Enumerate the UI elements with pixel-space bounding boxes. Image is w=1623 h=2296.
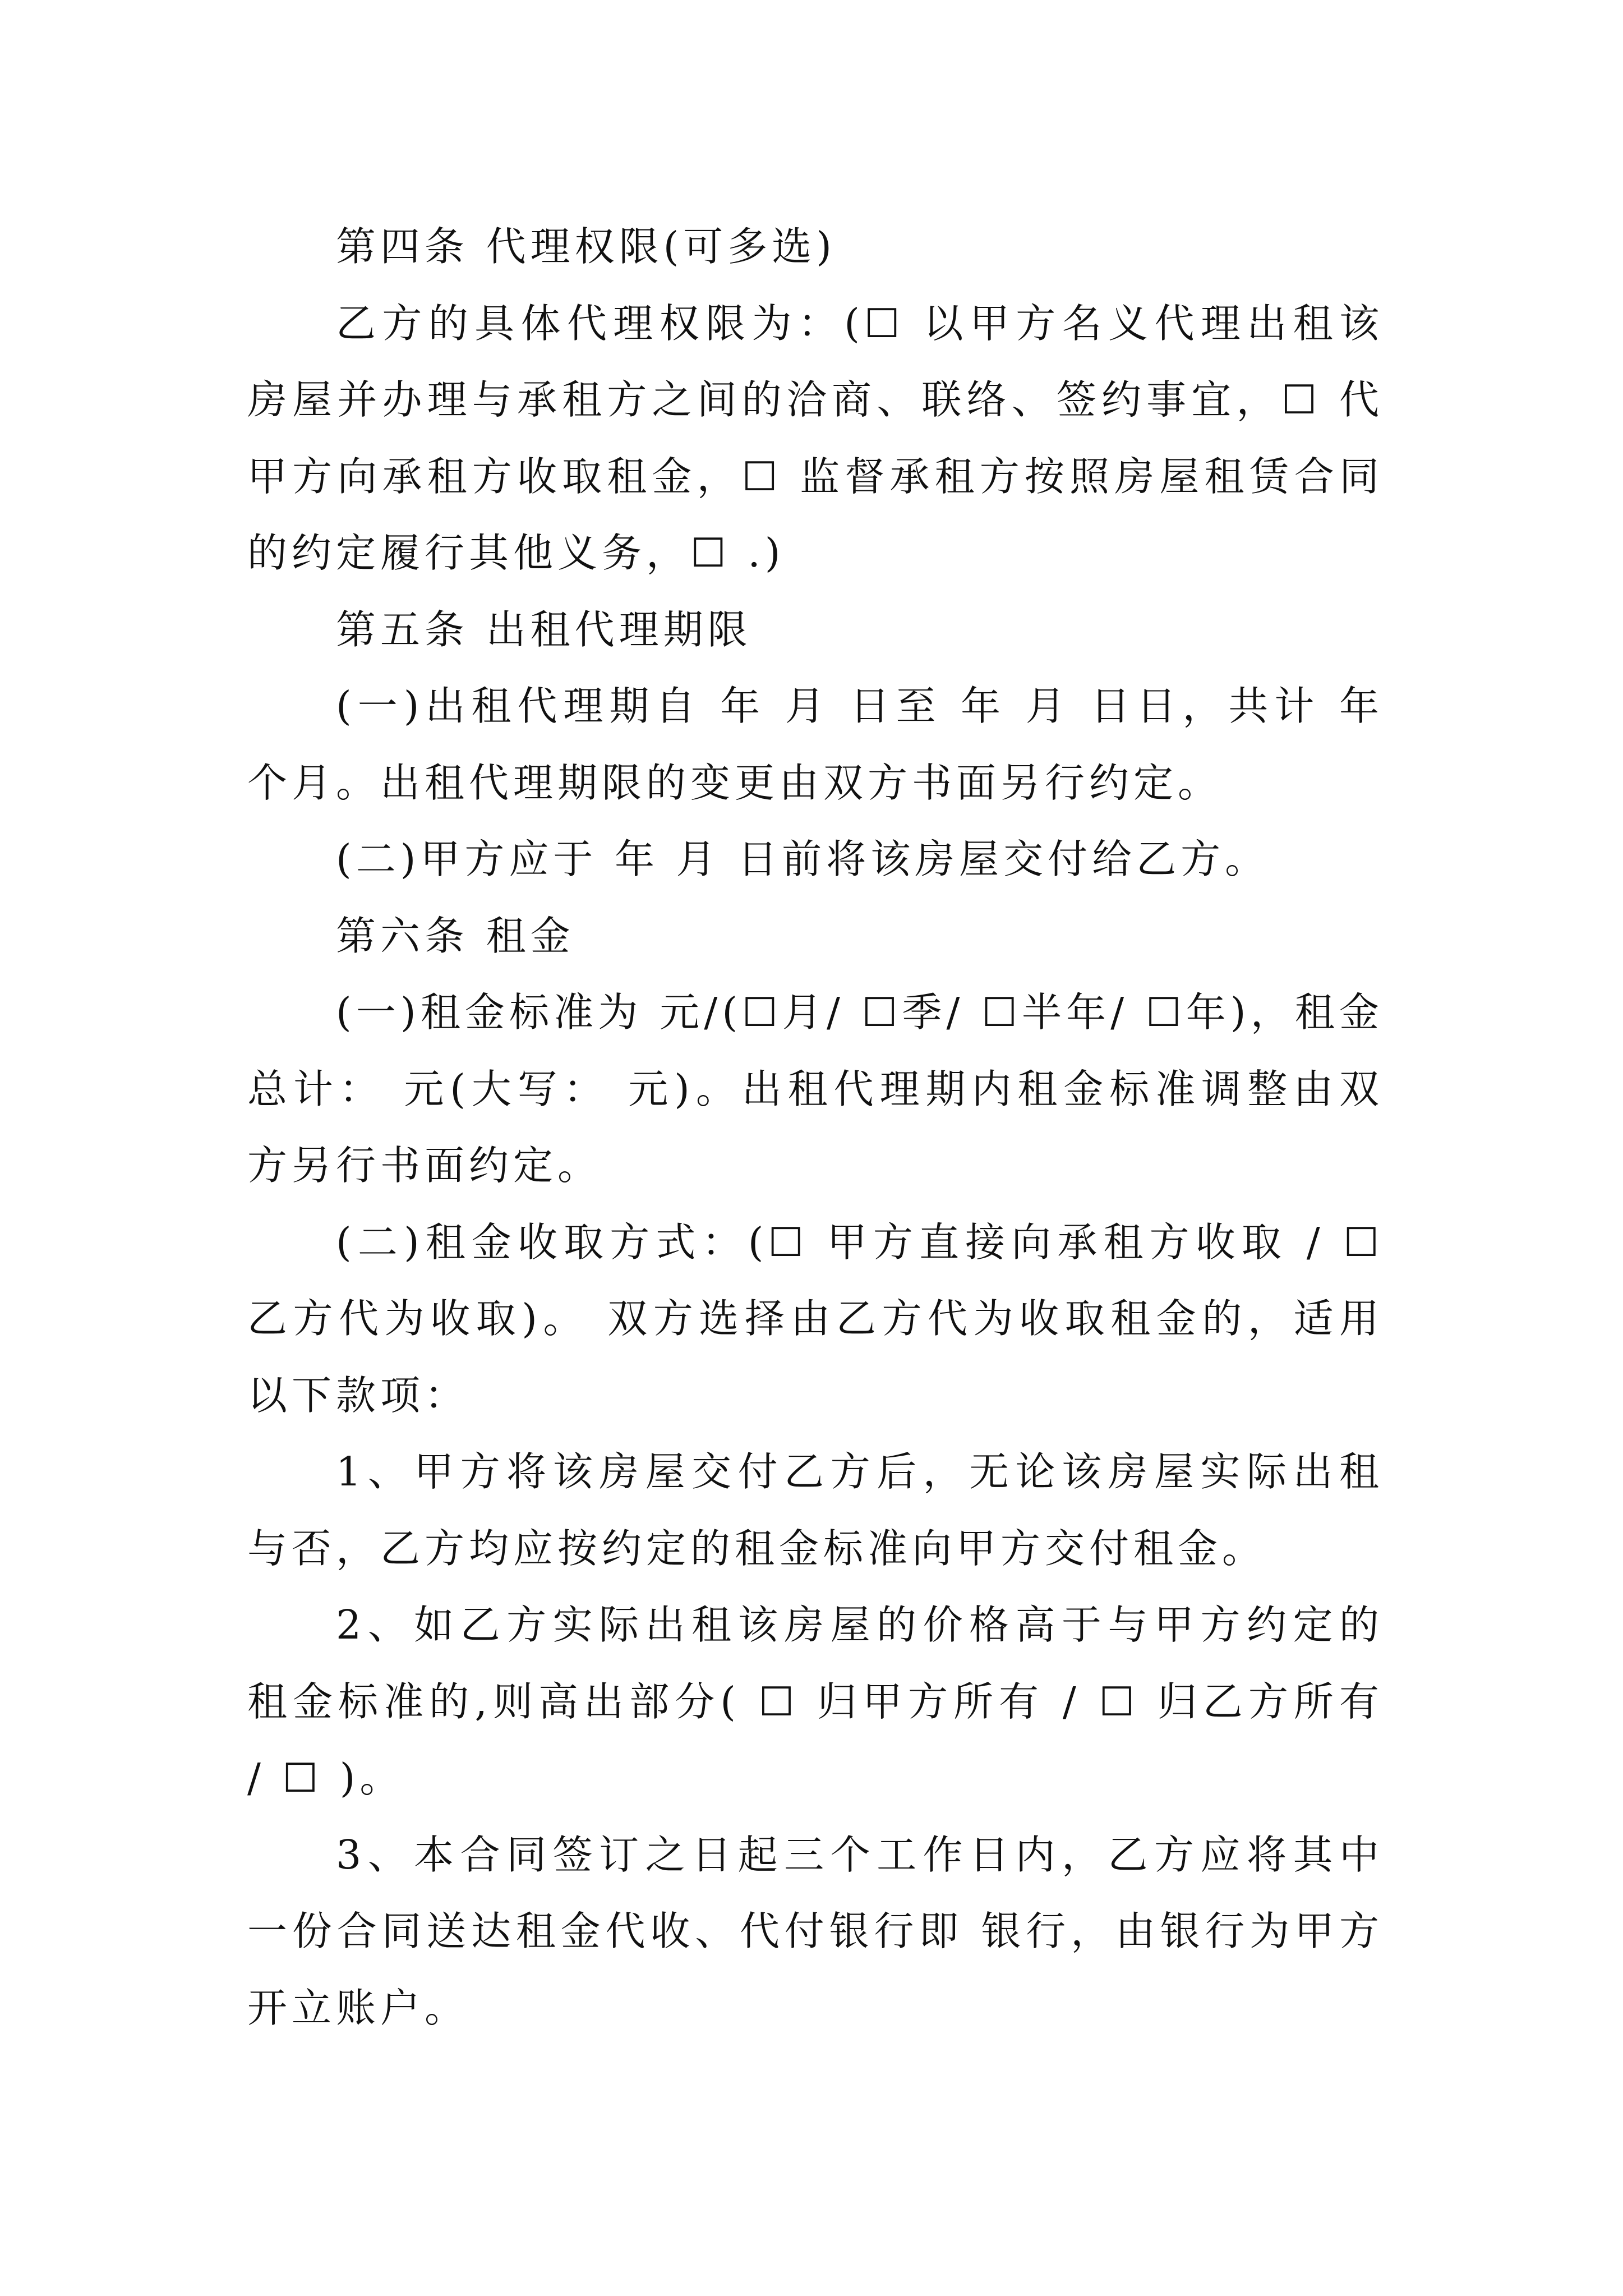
article-6-heading: 第六条 租金	[336, 912, 575, 959]
article-5-heading: 第五条 出租代理期限	[336, 606, 752, 653]
article-4-heading: 第四条 代理权限(可多选)	[336, 223, 836, 270]
article-4-agency-scope: 乙方的具体代理权限为：(☐ 以甲方名义代理出租该房屋并办理与承租方之间的洽商、联络、签约事宜，☐ 代甲方向承租方收取租金，☐ 监督承租方按照房屋租赁合同的约定履行其他义务，☐ .)	[247, 300, 1384, 576]
article-5-clause-1: (一)出租代理期自 年 月 日至 年 月 日日，共计 年 个月。出租代理期限的变更由双方书面另行约定。	[247, 683, 1384, 806]
article-6-clause-2: (二)租金收取方式：(☐ 甲方直接向承租方收取 / ☐ 乙方代为收取)。 双方选择由乙方代为收取租金的，适用以下款项：	[247, 1218, 1384, 1419]
contract-body	[247, 209, 1384, 2046]
rent-item-1: 1、甲方将该房屋交付乙方后，无论该房屋实际出租与否，乙方均应按约定的租金标准向甲方交付租金。	[247, 1448, 1384, 1572]
rent-item-2: 2、如乙方实际出租该房屋的价格高于与甲方约定的租金标准的,则高出部分( ☐ 归甲方所有 / ☐ 归乙方所有 / ☐ )。	[247, 1602, 1384, 1801]
rent-item-3: 3、本合同签订之日起三个工作日内，乙方应将其中一份合同送达租金代收、代付银行即 银行，由银行为甲方开立账户。	[247, 1831, 1384, 2031]
article-6-clause-1: (一)租金标准为 元/(☐月/ ☐季/ ☐半年/ ☐年)，租金总计： 元(大写： 元)。出租代理期内租金标准调整由双方另行书面约定。	[247, 989, 1384, 1189]
article-5-clause-2: (二)甲方应于 年 月 日前将该房屋交付给乙方。	[336, 836, 1270, 882]
